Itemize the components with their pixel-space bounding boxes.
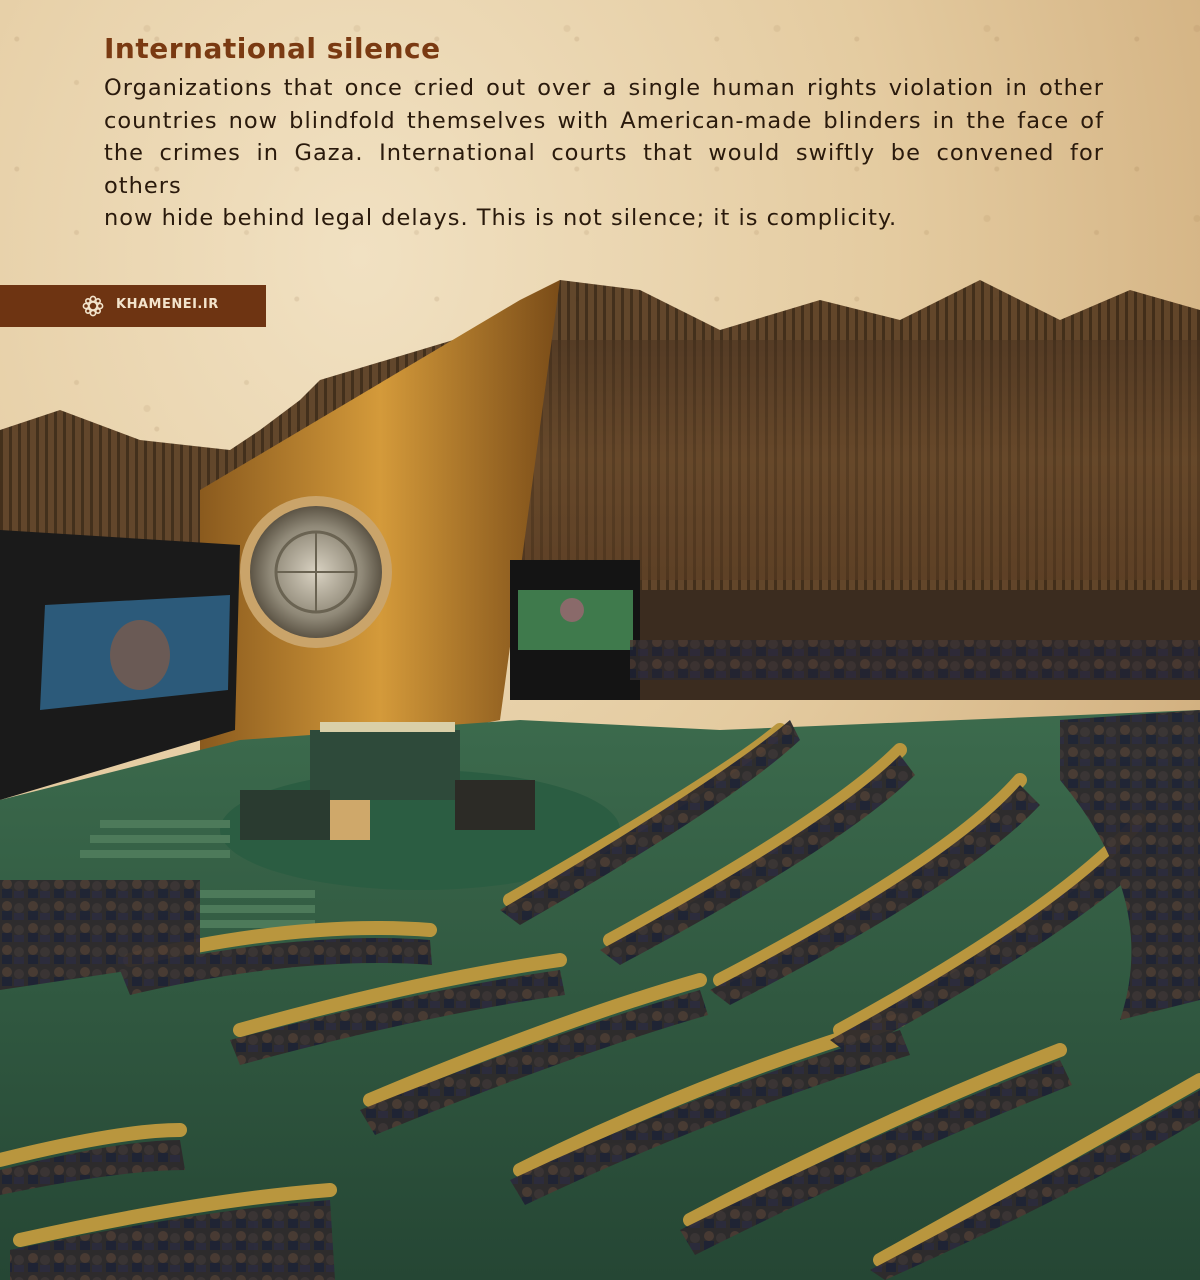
general-assembly-hall-photo [0,260,1200,1280]
body-text [104,72,1104,235]
headline: International silence [104,32,441,65]
body-line: International courts that would swiftly be convened for others [104,140,1104,199]
body-line: Organizations that once cried out over a single human rights [104,75,878,101]
body-line: American-made blinders in the face of the crimes in Gaza. [104,107,1104,166]
brand-label: KHAMENEI.IR [116,297,219,312]
body-line: violation in other countries now blindfold themselves with [104,75,1104,134]
body-line: now hide behind legal delays. This is not silence; it is complicity. [104,205,898,231]
